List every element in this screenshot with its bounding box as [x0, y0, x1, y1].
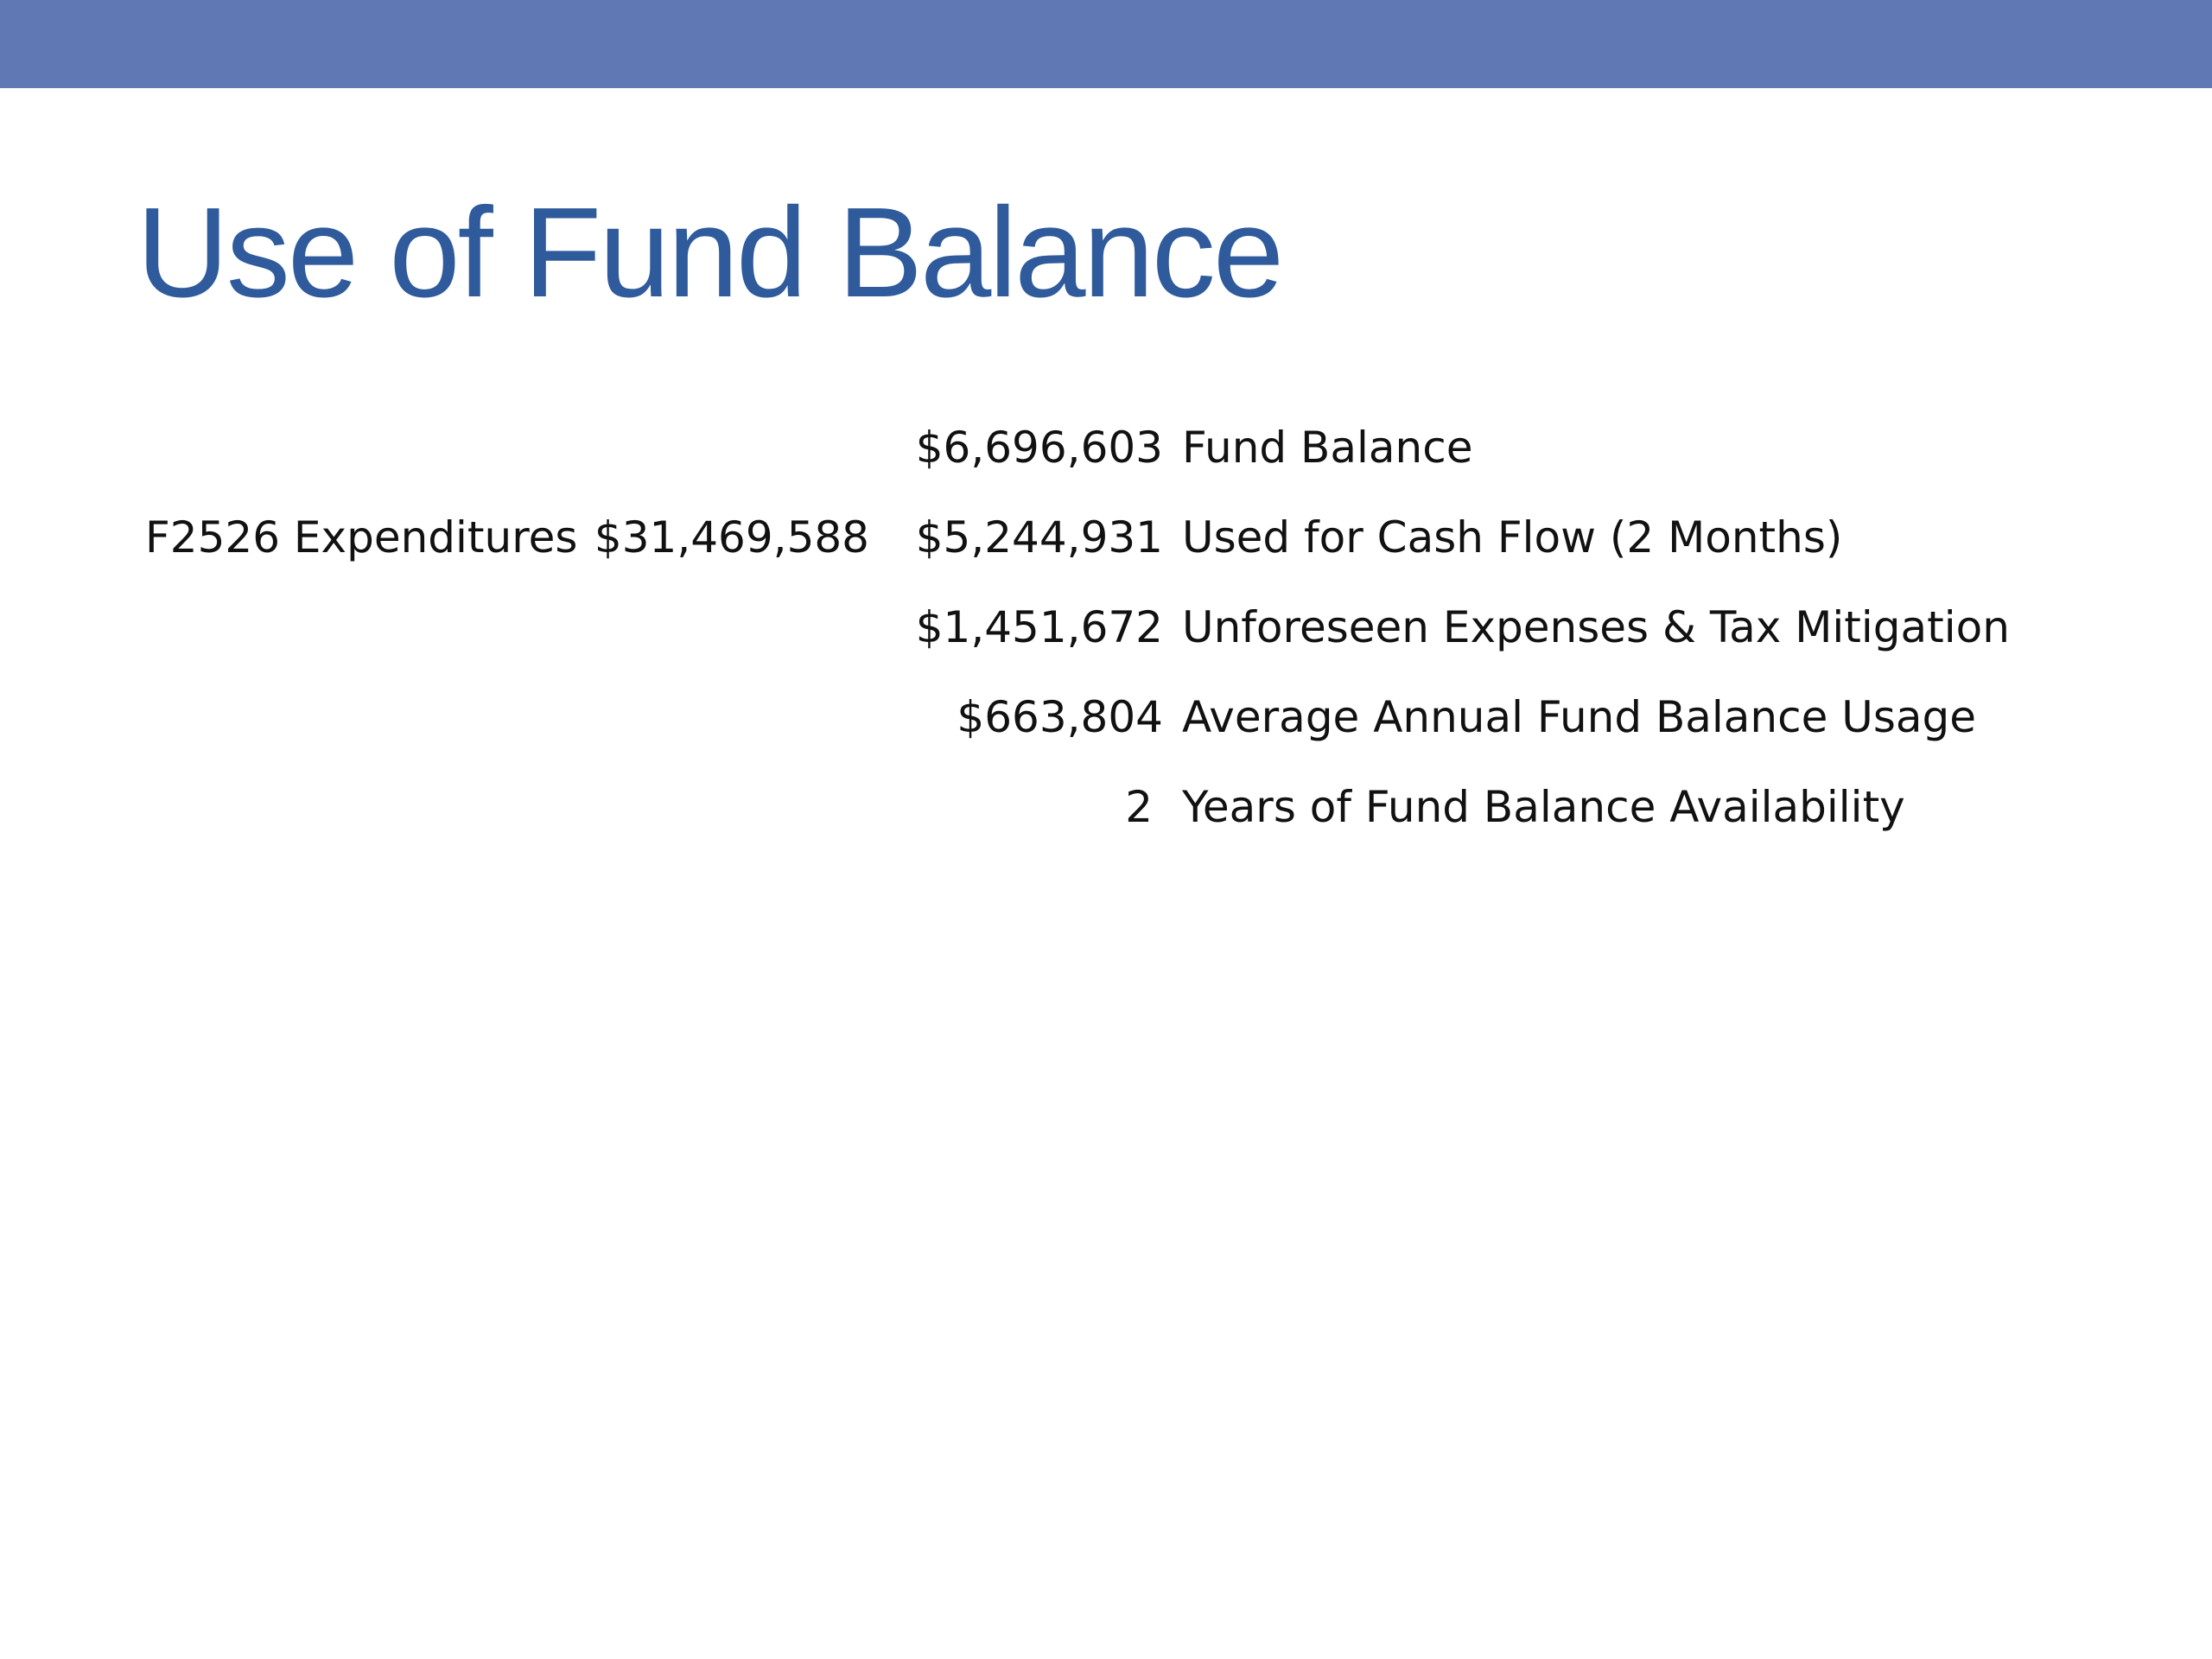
- annual-usage-label: Average Annual Fund Balance Usage: [1182, 692, 1977, 742]
- unforeseen-expenses-label: Unforeseen Expenses & Tax Mitigation: [1182, 602, 2010, 652]
- expenditures-label: F2526 Expenditures: [145, 512, 578, 563]
- annual-usage-amount: $663,804: [957, 692, 1163, 742]
- unforeseen-expenses-amount: $1,451,672: [915, 602, 1163, 652]
- slide-title: Use of Fund Balance: [137, 181, 1282, 324]
- cash-flow-label: Used for Cash Flow (2 Months): [1182, 512, 1843, 563]
- years-availability-label: Years of Fund Balance Availability: [1182, 782, 1905, 832]
- expenditures-total: $31,469,588: [594, 512, 869, 563]
- fund-balance-label: Fund Balance: [1182, 423, 1473, 473]
- cash-flow-amount: $5,244,931: [915, 512, 1163, 563]
- years-availability-value: 2: [1125, 782, 1153, 832]
- fund-balance-amount: $6,696,603: [915, 423, 1163, 473]
